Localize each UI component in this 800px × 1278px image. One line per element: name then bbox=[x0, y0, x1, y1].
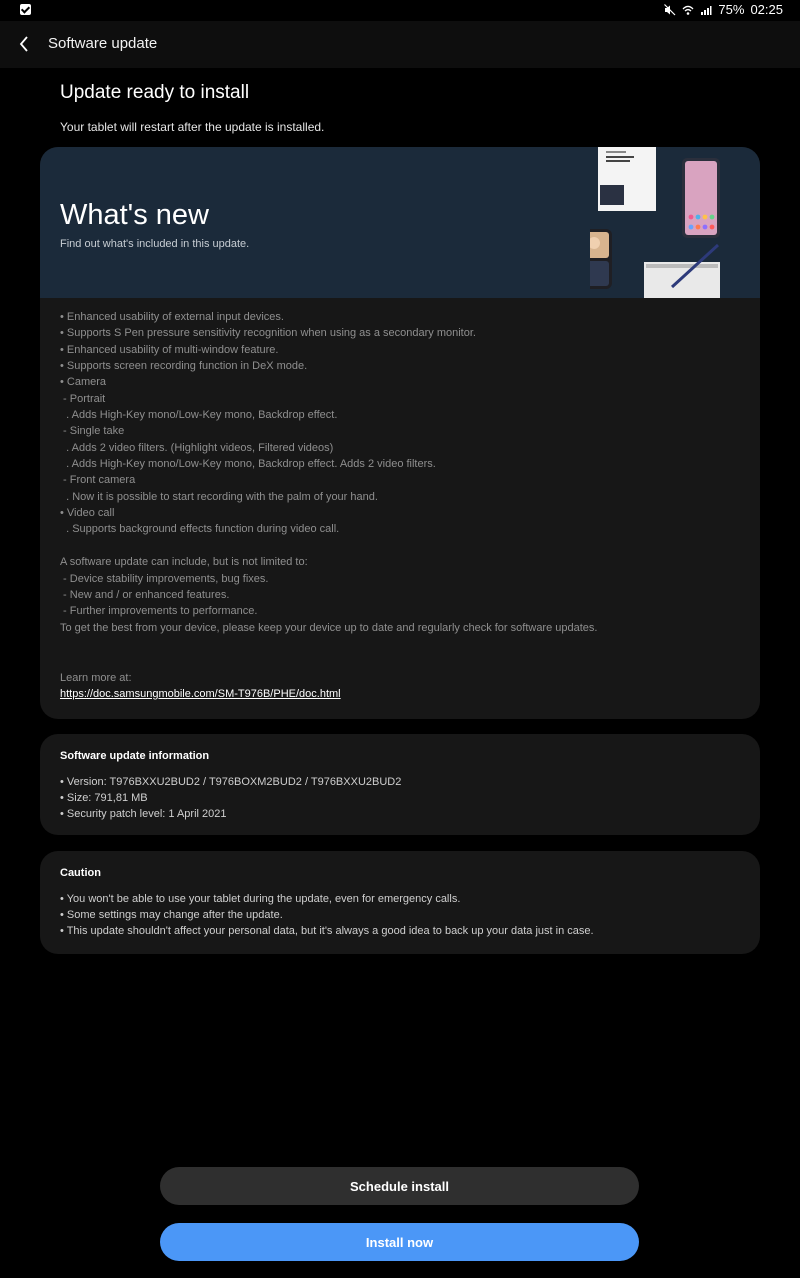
schedule-install-button[interactable]: Schedule install bbox=[160, 1167, 639, 1205]
install-now-button[interactable]: Install now bbox=[160, 1223, 639, 1261]
release-note-line: - Portrait bbox=[60, 392, 106, 405]
update-info-lines bbox=[60, 774, 401, 822]
release-note-line: • Enhanced usability of external input devices. bbox=[60, 311, 284, 323]
battery-level: 75% bbox=[718, 2, 745, 17]
learn-more-label: Learn more at: bbox=[60, 672, 132, 684]
page-subtitle: Your tablet will restart after the update is installed. bbox=[60, 120, 325, 134]
size-line: • Size: 791,81 MB bbox=[60, 792, 148, 804]
caution-line: • Some settings may change after the update. bbox=[60, 909, 283, 921]
page-header bbox=[60, 82, 249, 104]
caution-line: • This update shouldn't affect your personal data, but it's always a good idea to back up your data just in case. bbox=[60, 925, 594, 937]
release-note-line: - Single take bbox=[60, 425, 125, 438]
release-note-line: A software update can include, but is not limited to: bbox=[60, 556, 308, 569]
signal-icon bbox=[700, 4, 712, 16]
release-note-line bbox=[60, 538, 740, 554]
whats-new-banner bbox=[40, 147, 760, 298]
mute-icon bbox=[664, 4, 676, 16]
update-info-card bbox=[40, 734, 760, 835]
wifi-icon bbox=[682, 4, 694, 16]
back-button[interactable] bbox=[10, 29, 40, 59]
app-bar bbox=[0, 21, 800, 68]
devices-illustration bbox=[590, 147, 760, 298]
whats-new-card bbox=[40, 147, 760, 719]
release-note-line: - Device stability improvements, bug fixes. bbox=[60, 572, 269, 585]
checkbox-icon bbox=[20, 4, 31, 15]
release-notes bbox=[60, 309, 740, 636]
clock: 02:25 bbox=[750, 2, 783, 17]
release-note-line: - Further improvements to performance. bbox=[60, 605, 258, 618]
release-note-line: - New and / or enhanced features. bbox=[60, 588, 230, 601]
release-note-line: • Video call bbox=[60, 507, 115, 520]
chevron-left-icon bbox=[10, 29, 40, 59]
caution-line: • You won't be able to use your tablet during the update, even for emergency calls. bbox=[60, 893, 461, 905]
release-note-line: • Supports S Pen pressure sensitivity recognition when using as a secondary monitor. bbox=[60, 327, 476, 340]
release-note-line: . Now it is possible to start recording with the palm of your hand. bbox=[60, 490, 378, 503]
version-line: • Version: T976BXXU2BUD2 / T976BOXM2BUD2 / T976BXXU2BUD2 bbox=[60, 776, 402, 788]
release-note-line: • Enhanced usability of multi-window feature. bbox=[60, 343, 279, 356]
release-note-line: . Supports background effects function during video call. bbox=[60, 523, 340, 536]
release-note-line: . Adds High-Key mono/Low-Key mono, Backdrop effect. Adds 2 video filters. bbox=[60, 458, 436, 471]
caution-heading: Caution bbox=[60, 867, 101, 879]
app-bar-title: Software update bbox=[48, 35, 158, 52]
release-note-line: • Camera bbox=[60, 376, 107, 389]
caution-card bbox=[40, 851, 760, 954]
release-note-line: • Supports screen recording function in DeX mode. bbox=[60, 360, 308, 373]
security-patch-line: • Security patch level: 1 April 2021 bbox=[60, 808, 227, 820]
release-note-line: - Front camera bbox=[60, 474, 136, 487]
release-note-line: . Adds 2 video filters. (Highlight videos, Filtered videos) bbox=[60, 441, 334, 454]
release-note-line: To get the best from your device, please keep your device up to date and regularly check for software updates. bbox=[60, 621, 598, 634]
whats-new-subtitle: Find out what's included in this update. bbox=[60, 238, 250, 250]
whats-new-title: What's new bbox=[60, 199, 209, 231]
status-bar bbox=[0, 0, 800, 21]
update-info-heading: Software update information bbox=[60, 750, 210, 762]
learn-more-link[interactable]: https://doc.samsungmobile.com/SM-T976B/PHE/doc.html bbox=[60, 688, 341, 700]
release-note-line: . Adds High-Key mono/Low-Key mono, Backdrop effect. bbox=[60, 409, 338, 422]
status-right bbox=[664, 2, 783, 17]
page-title: Update ready to install bbox=[60, 82, 250, 103]
caution-lines bbox=[60, 891, 594, 939]
